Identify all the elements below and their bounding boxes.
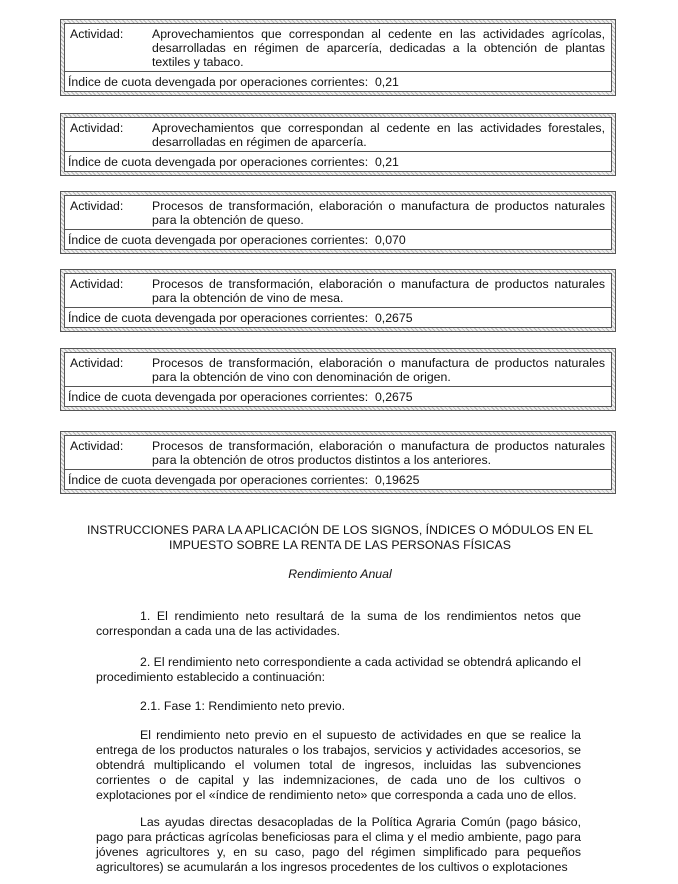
index-value: 0,070	[374, 233, 406, 247]
index-label: Índice de cuota devengada por operaciones corrientes:	[68, 155, 369, 169]
activity-description: Procesos de transformación, elaboración o manufactura de productos naturales para la obtención de otros productos distintos a los anteriores.	[152, 439, 605, 467]
index-value: 0,21	[374, 75, 399, 89]
activity-box-6	[60, 431, 616, 494]
paragraph-4: El rendimiento neto previo en el supuesto de actividades en que se realice la entrega de los productos naturales o los trabajos, servicios y actividades accesorios, se obtendrá multiplicando el volumen total de ingresos, incluidas las subvenciones corrientes o de capital y las indemnizaciones, de cada uno de los cultivos o explotaciones por el «índice de rendimiento neto» que corresponda a cada uno de ellos.	[96, 728, 581, 802]
index-label: Índice de cuota devengada por operaciones corrientes:	[68, 75, 369, 89]
activity-box-3	[60, 191, 616, 254]
paragraph-5: Las ayudas directas desacopladas de la Política Agraria Común (pago básico, pago para prácticas agrícolas beneficiosas para el clima y el medio ambiente, pago para jóvenes agricultores y, en su caso, pago del régimen simplificado para pequeños agricultores) se acumularán a los ingresos procedentes de los cultivos o explotaciones	[96, 815, 581, 874]
activity-box-4	[60, 269, 616, 332]
activity-label: Actividad:	[70, 439, 124, 453]
activity-label: Actividad:	[70, 356, 124, 370]
index-value: 0,21	[374, 155, 399, 169]
activity-label: Actividad:	[70, 199, 124, 213]
section-heading: INSTRUCCIONES PARA LA APLICACIÓN DE LOS SIGNOS, ÍNDICES O MÓDULOS EN EL IMPUESTO SOBRE LA RENTA DE LAS PERSONAS FÍSICAS	[86, 523, 594, 552]
paragraph-1: 1. El rendimiento neto resultará de la suma de los rendimientos netos que correspondan a cada una de las actividades.	[96, 609, 581, 638]
index-value: 0,2675	[374, 311, 413, 325]
activity-label: Actividad:	[70, 27, 124, 41]
activity-description: Aprovechamientos que correspondan al cedente en las actividades agrícolas, desarrolladas en régimen de aparcería, dedicadas a la obtención de plantas textiles y tabaco.	[152, 27, 605, 69]
activity-description: Procesos de transformación, elaboración o manufactura de productos naturales para la obtención de vino con denominación de origen.	[152, 356, 605, 384]
section-subheading: Rendimiento Anual	[288, 567, 392, 581]
index-label: Índice de cuota devengada por operaciones corrientes:	[68, 311, 369, 325]
activity-box-5	[60, 348, 616, 411]
activity-box-1	[60, 19, 616, 96]
index-value: 0,2675	[374, 390, 413, 404]
activity-description: Aprovechamientos que correspondan al cedente en las actividades forestales, desarrolladas en régimen de aparcería.	[152, 121, 605, 149]
paragraph-3: 2.1. Fase 1: Rendimiento neto previo.	[140, 699, 346, 713]
activity-description: Procesos de transformación, elaboración o manufactura de productos naturales para la obtención de vino de mesa.	[152, 277, 605, 305]
activity-box-2	[60, 113, 616, 176]
activity-label: Actividad:	[70, 121, 124, 135]
index-label: Índice de cuota devengada por operaciones corrientes:	[68, 473, 369, 487]
index-label: Índice de cuota devengada por operaciones corrientes:	[68, 233, 369, 247]
index-label: Índice de cuota devengada por operaciones corrientes:	[68, 390, 369, 404]
activity-label: Actividad:	[70, 277, 124, 291]
index-value: 0,19625	[374, 473, 420, 487]
paragraph-2: 2. El rendimiento neto correspondiente a cada actividad se obtendrá aplicando el procedimiento establecido a continuación:	[96, 655, 581, 684]
activity-description: Procesos de transformación, elaboración o manufactura de productos naturales para la obtención de queso.	[152, 199, 605, 227]
